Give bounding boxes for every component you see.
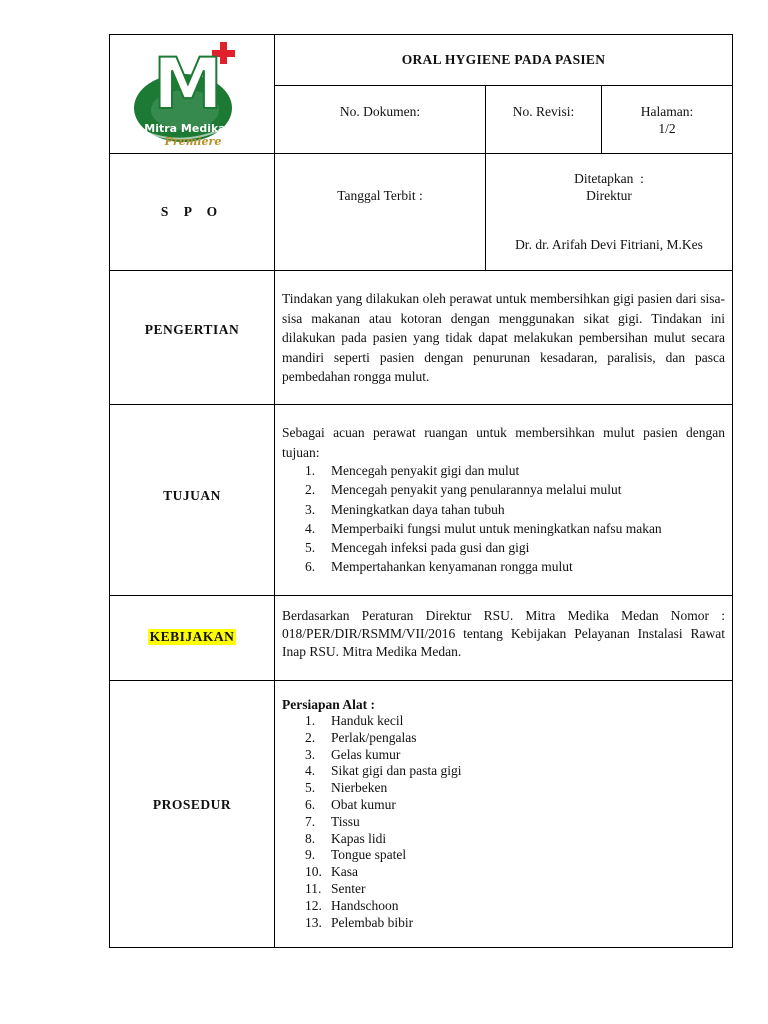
logo-letter: M [153,43,223,125]
list-item: 2. Mencegah penyakit yang penularannya melalui mulut [305,482,622,498]
kebijakan-label: KEBIJAKAN [149,629,235,644]
list-item: 4. Sikat gigi dan pasta gigi [305,763,462,779]
list-item: 13. Pelembab bibir [305,914,414,930]
tujuan-list [305,461,725,577]
prosedur-list [305,713,725,931]
document-title: ORAL HYGIENE PADA PASIEN [401,52,606,67]
halaman-label: Halaman: [640,104,694,119]
list-item: 6. Obat kumur [305,796,396,812]
list-item: 10. Kasa [305,864,358,880]
list-item: 12. Handschoon [305,897,399,913]
ditetapkan-block [486,170,732,204]
jabatan-label: Direktur [586,188,632,203]
tanggal-terbit-label: Tanggal Terbit : [337,188,423,203]
pengertian-text: Tindakan yang dilakukan oleh perawat untuk membersihkan gigi pasien dari sisa-sisa makanan atau kotoran dengan menggunakan sikat gigi. Tindakan ini dilakukan pada pasien yang tidak dapat melakukan pembersihan mulut secara mandiri seperti pasien dengan penurunan kesadaran, paralisis, dan pasca pembedahan rongga mulut. [282,291,725,384]
list-item: 7. Tissu [305,813,360,829]
tujuan-label: TUJUAN [163,488,221,503]
logo-text: Mitra Medika [144,122,226,135]
hospital-logo [133,40,243,152]
direktur-name: Dr. dr. Arifah Devi Fitriani, M.Kes [515,237,703,252]
halaman-cell [602,103,732,137]
list-item: 2. Perlak/pengalas [305,729,417,745]
list-item: 4. Memperbaiki fungsi mulut untuk meningkatkan nafsu makan [305,520,662,536]
ditetapkan-label: Ditetapkan : [574,171,644,186]
list-item: 5. Mencegah infeksi pada gusi dan gigi [305,540,530,556]
list-item: 1. Mencegah penyakit gigi dan mulut [305,463,520,478]
no-revisi-label: No. Revisi: [512,104,575,119]
logo-subtext: Premiere [164,135,222,148]
list-item: 9. Tongue spatel [305,847,407,863]
list-item: 5. Nierbeken [305,780,388,796]
kebijakan-label-cell [110,596,274,678]
spo-label: S P O [160,204,224,219]
persiapan-alat-heading: Persiapan Alat : [282,697,375,712]
list-item: 8. Kapas lidi [305,830,387,846]
list-item: 11. Senter [305,880,366,896]
prosedur-label: PROSEDUR [152,797,232,812]
no-dokumen-label: No. Dokumen: [339,104,421,119]
kebijakan-text: Berdasarkan Peraturan Direktur RSU. Mitra Medika Medan Nomor : 018/PER/DIR/RSMM/VII/2016 tentang Kebijakan Pelayanan Instalasi Rawat Inap RSU. Mitra Medika Medan. [282,608,725,659]
list-item: 3. Gelas kumur [305,746,401,762]
halaman-value: 1/2 [658,121,676,136]
pengertian-label: PENGERTIAN [144,322,240,337]
list-item: 6. Mempertahankan kenyamanan rongga mulut [305,559,573,575]
list-item: 3. Meningkatkan daya tahan tubuh [305,501,505,517]
list-item: 1. Handuk kecil [305,713,404,728]
tujuan-intro: Sebagai acuan perawat ruangan untuk membersihkan mulut pasien dengan tujuan: [282,425,725,460]
